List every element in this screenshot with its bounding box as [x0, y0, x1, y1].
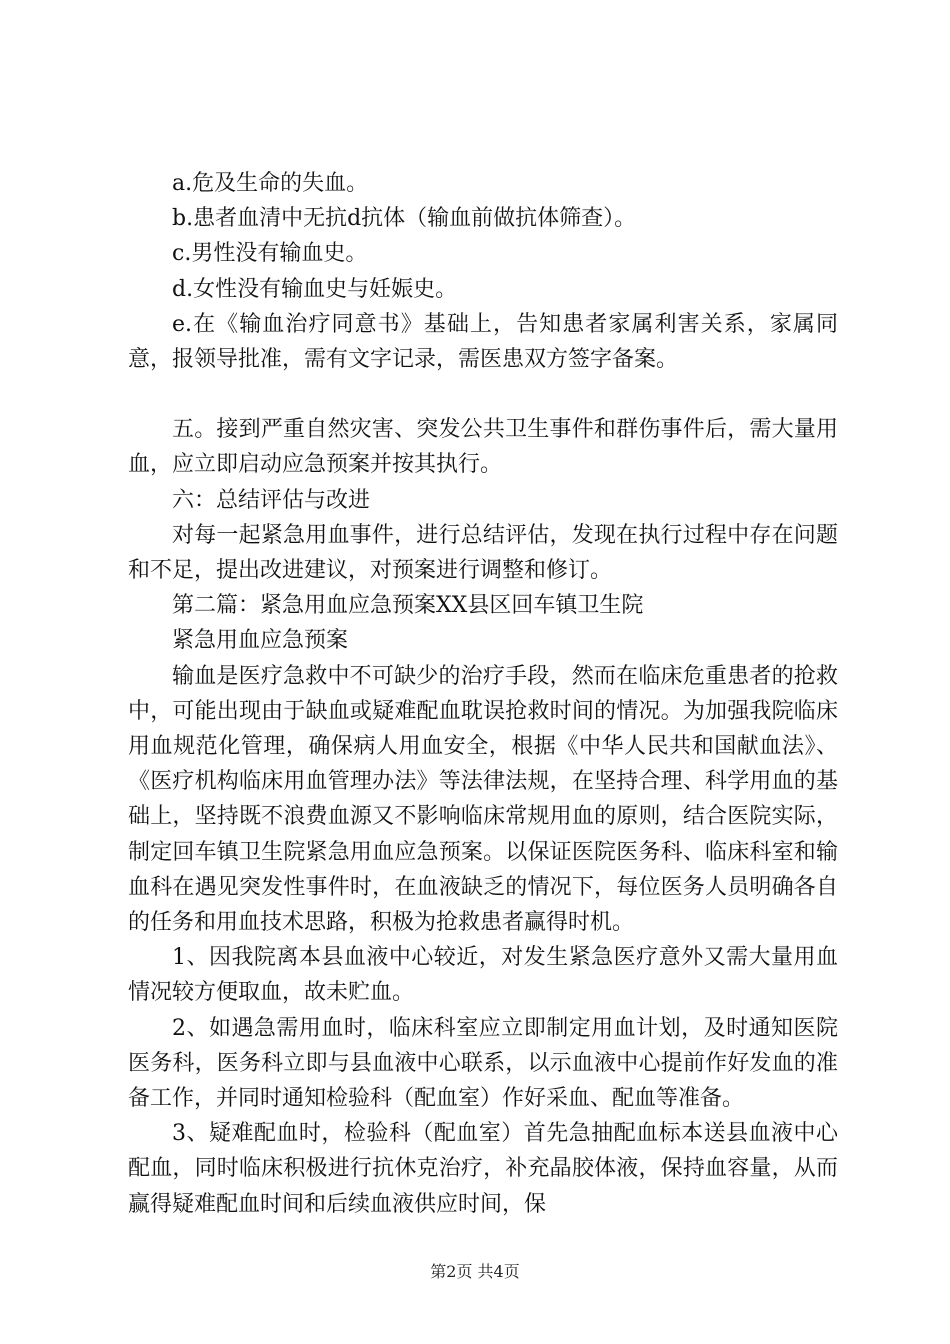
paragraph-section-five: 五。接到严重自然灾害、突发公共卫生事件和群伤事件后，需大量用血，应立即启动应急预案并按其执行。 [128, 417, 838, 478]
paragraph-point-3: 3、疑难配血时，检验科（配血室）首先急抽配血标本送县血液中心配血，同时临床积极进行抗休克治疗，补充晶胶体液，保持血容量，从而赢得疑难配血时间和后续血液供应时间，保 [128, 1121, 838, 1217]
paragraph-intro: 输血是医疗急救中不可缺少的治疗手段，然而在临床危重患者的抢救中，可能出现由于缺血或疑难配血耽误抢救时间的情况。为加强我院临床用血规范化管理，确保病人用血安全，根据《中华人民共和国献血法》、《医疗机构临床用血管理办法》等法律法规，在坚持合理、科学用血的基础上，坚持既不浪费血源又不影响临床常规用血的原则，结合医院实际，制定回车镇卫生院紧急用血应急预案。以保证医院医务科、临床科室和输血科在遇见突发性事件时，在血液缺乏的情况下，每位医务人员明确各自的任务和用血技术思路，积极为抢救患者赢得时机。 [128, 663, 838, 936]
paragraph-part-two-heading: 第二篇：紧急用血应急预案XX县区回车镇卫生院 [172, 593, 644, 619]
paragraph-item-e: e.在《输血治疗同意书》基础上，告知患者家属利害关系，家属同意，报领导批准，需有文字记录，需医患双方签字备案。 [128, 311, 838, 373]
paragraph-section-six-body: 对每一起紧急用血事件，进行总结评估，发现在执行过程中存在问题和不足，提出改进建议，对预案进行调整和修订。 [128, 522, 838, 584]
paragraph-section-six-heading: 六：总结评估与改进 [172, 487, 371, 513]
paragraph-item-d: d.女性没有输血史与妊娠史。 [172, 276, 458, 302]
paragraph-point-1: 1、因我院离本县血液中心较近，对发生紧急医疗意外又需大量用血情况较方便取血，故未贮血。 [128, 945, 838, 1006]
paragraph-item-b: b.患者血清中无抗d抗体（输血前做抗体筛查）。 [172, 206, 637, 232]
paragraph-plan-title: 紧急用血应急预案 [172, 628, 349, 654]
page-number-footer: 第2页 共4页 [430, 1262, 520, 1281]
paragraph-item-a: a.危及生命的失血。 [172, 171, 369, 196]
paragraph-point-2: 2、如遇急需用血时，临床科室应立即制定用血计划，及时通知医院医务科，医务科立即与县血液中心联系，以示血液中心提前作好发血的准备工作，并同时通知检验科（配血室）作好采血、配血等准备。 [128, 1015, 838, 1112]
paragraph-item-c: c.男性没有输血史。 [172, 241, 368, 267]
document-body [128, 166, 838, 1222]
